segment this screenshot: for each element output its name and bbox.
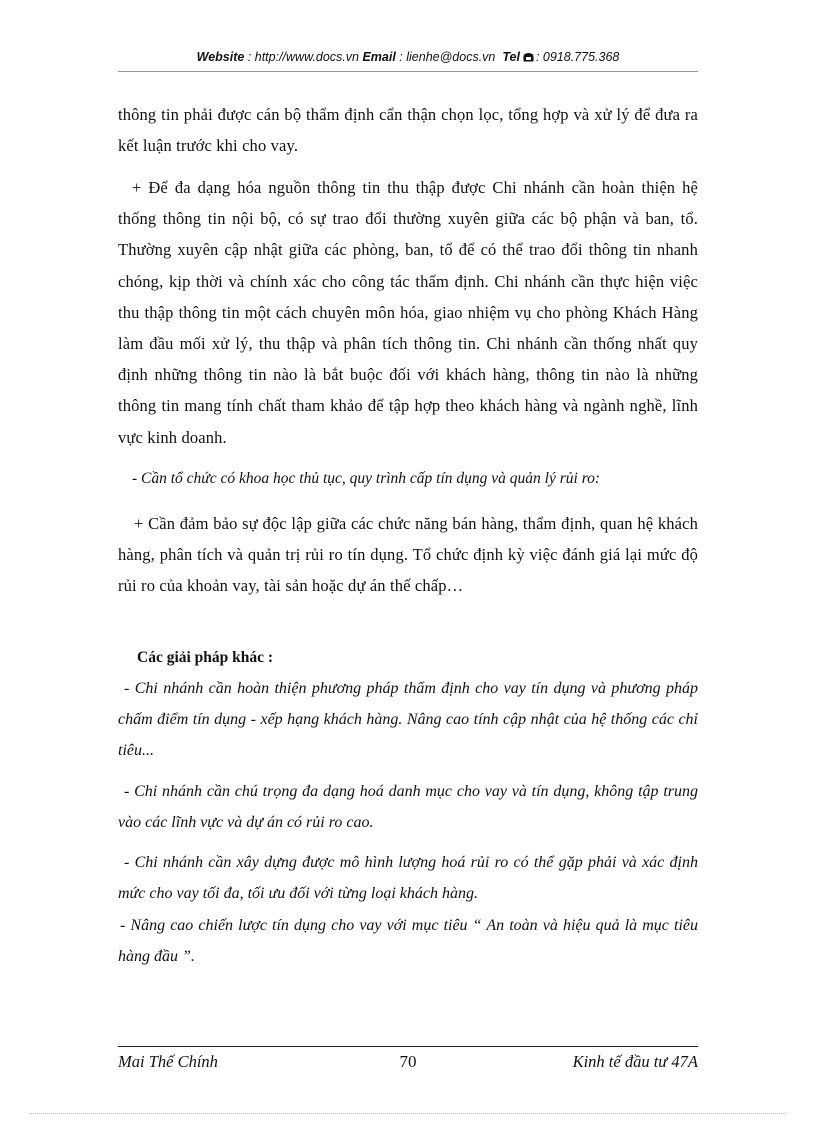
footer-author: Mai Thế Chính — [118, 1052, 218, 1071]
page-footer — [118, 1051, 698, 1075]
phone-icon — [523, 52, 534, 62]
solution-item-2: - Chi nhánh cần chú trọng đa dạng hoá danh mục cho vay và tín dụng, không tập trung vào các lĩnh vực và dự án có rủi ro cao. — [118, 783, 698, 831]
email-address[interactable]: lienhe@docs.vn — [406, 50, 496, 64]
footer-class: Kinh tế đầu tư 47A — [572, 1052, 698, 1071]
section-heading-other-solutions: Các giải pháp khác : — [137, 649, 274, 666]
page-number: 70 — [399, 1052, 417, 1071]
paragraph-1: thông tin phải được cán bộ thẩm định cẩn thận chọn lọc, tổng hợp và xử lý để đưa ra kết luận trước khi cho vay. — [118, 105, 698, 156]
solution-item-3: - Chi nhánh cần xây dựng được mô hình lượng hoá rủi ro có thể gặp phải và xác định mức cho vay tối đa, tối ưu đối với từng loại khách hàng. — [118, 854, 698, 902]
section-heading-credit-process: - Cần tổ chức có khoa học thủ tục, quy trình cấp tín dụng và quản lý rủi ro: — [132, 470, 601, 487]
tel-number: : 0918.775.368 — [535, 50, 620, 64]
page-bottom-edge — [30, 1113, 786, 1114]
website-separator: : — [244, 50, 255, 64]
email-label: Email — [362, 50, 396, 64]
solution-item-1: - Chi nhánh cần hoàn thiện phương pháp thẩm định cho vay tín dụng và phương pháp chấm điểm tín dụng - xếp hạng khách hàng. Nâng cao tính cập nhật của hệ thống các chỉ tiêu... — [118, 680, 698, 759]
page-header — [118, 50, 698, 64]
website-url[interactable]: http://www.docs.vn — [254, 50, 359, 64]
paragraph-3: + Cần đảm bảo sự độc lập giữa các chức năng bán hàng, thẩm định, quan hệ khách hàng, phân tích và quản trị rủi ro tín dụng. Tổ chức định kỳ việc đánh giá lại mức độ rủi ro của khoản vay, tài sản hoặc dự án thế chấp… — [118, 514, 698, 596]
paragraph-2: + Để đa dạng hóa nguồn thông tin thu thập được Chi nhánh cần hoàn thiện hệ thống thông tin nội bộ, có sự trao đổi thường xuyên giữa các bộ phận và ban, tổ. Thường xuyên cập nhật giữa các phòng, ban, tổ để có thể trao đổi thông tin nhanh chóng, kịp thời và chính xác cho công tác thẩm định. Chi nhánh cần thực hiện việc thu thập thông tin một cách chuyên môn hóa, giao nhiệm vụ cho phòng Khách Hàng làm đầu mối xử lý, thu thập và phân tích thông tin. Chi nhánh cần thống nhất quy định những thông tin nào là bắt buộc đối với khách hàng, thông tin nào là những thông tin mang tính chất tham khảo để tập hợp theo khách hàng và ngành nghề, lĩnh vực kinh doanh. — [118, 178, 698, 447]
tel-label: Tel — [502, 50, 520, 64]
email-separator: : — [395, 50, 407, 64]
solution-item-4: - Nâng cao chiến lược tín dụng cho vay với mục tiêu “ An toàn và hiệu quả là mục tiêu hàng đầu ”. — [118, 917, 698, 965]
website-label: Website — [196, 50, 245, 64]
footer-divider — [118, 1046, 698, 1047]
header-divider — [118, 71, 698, 72]
